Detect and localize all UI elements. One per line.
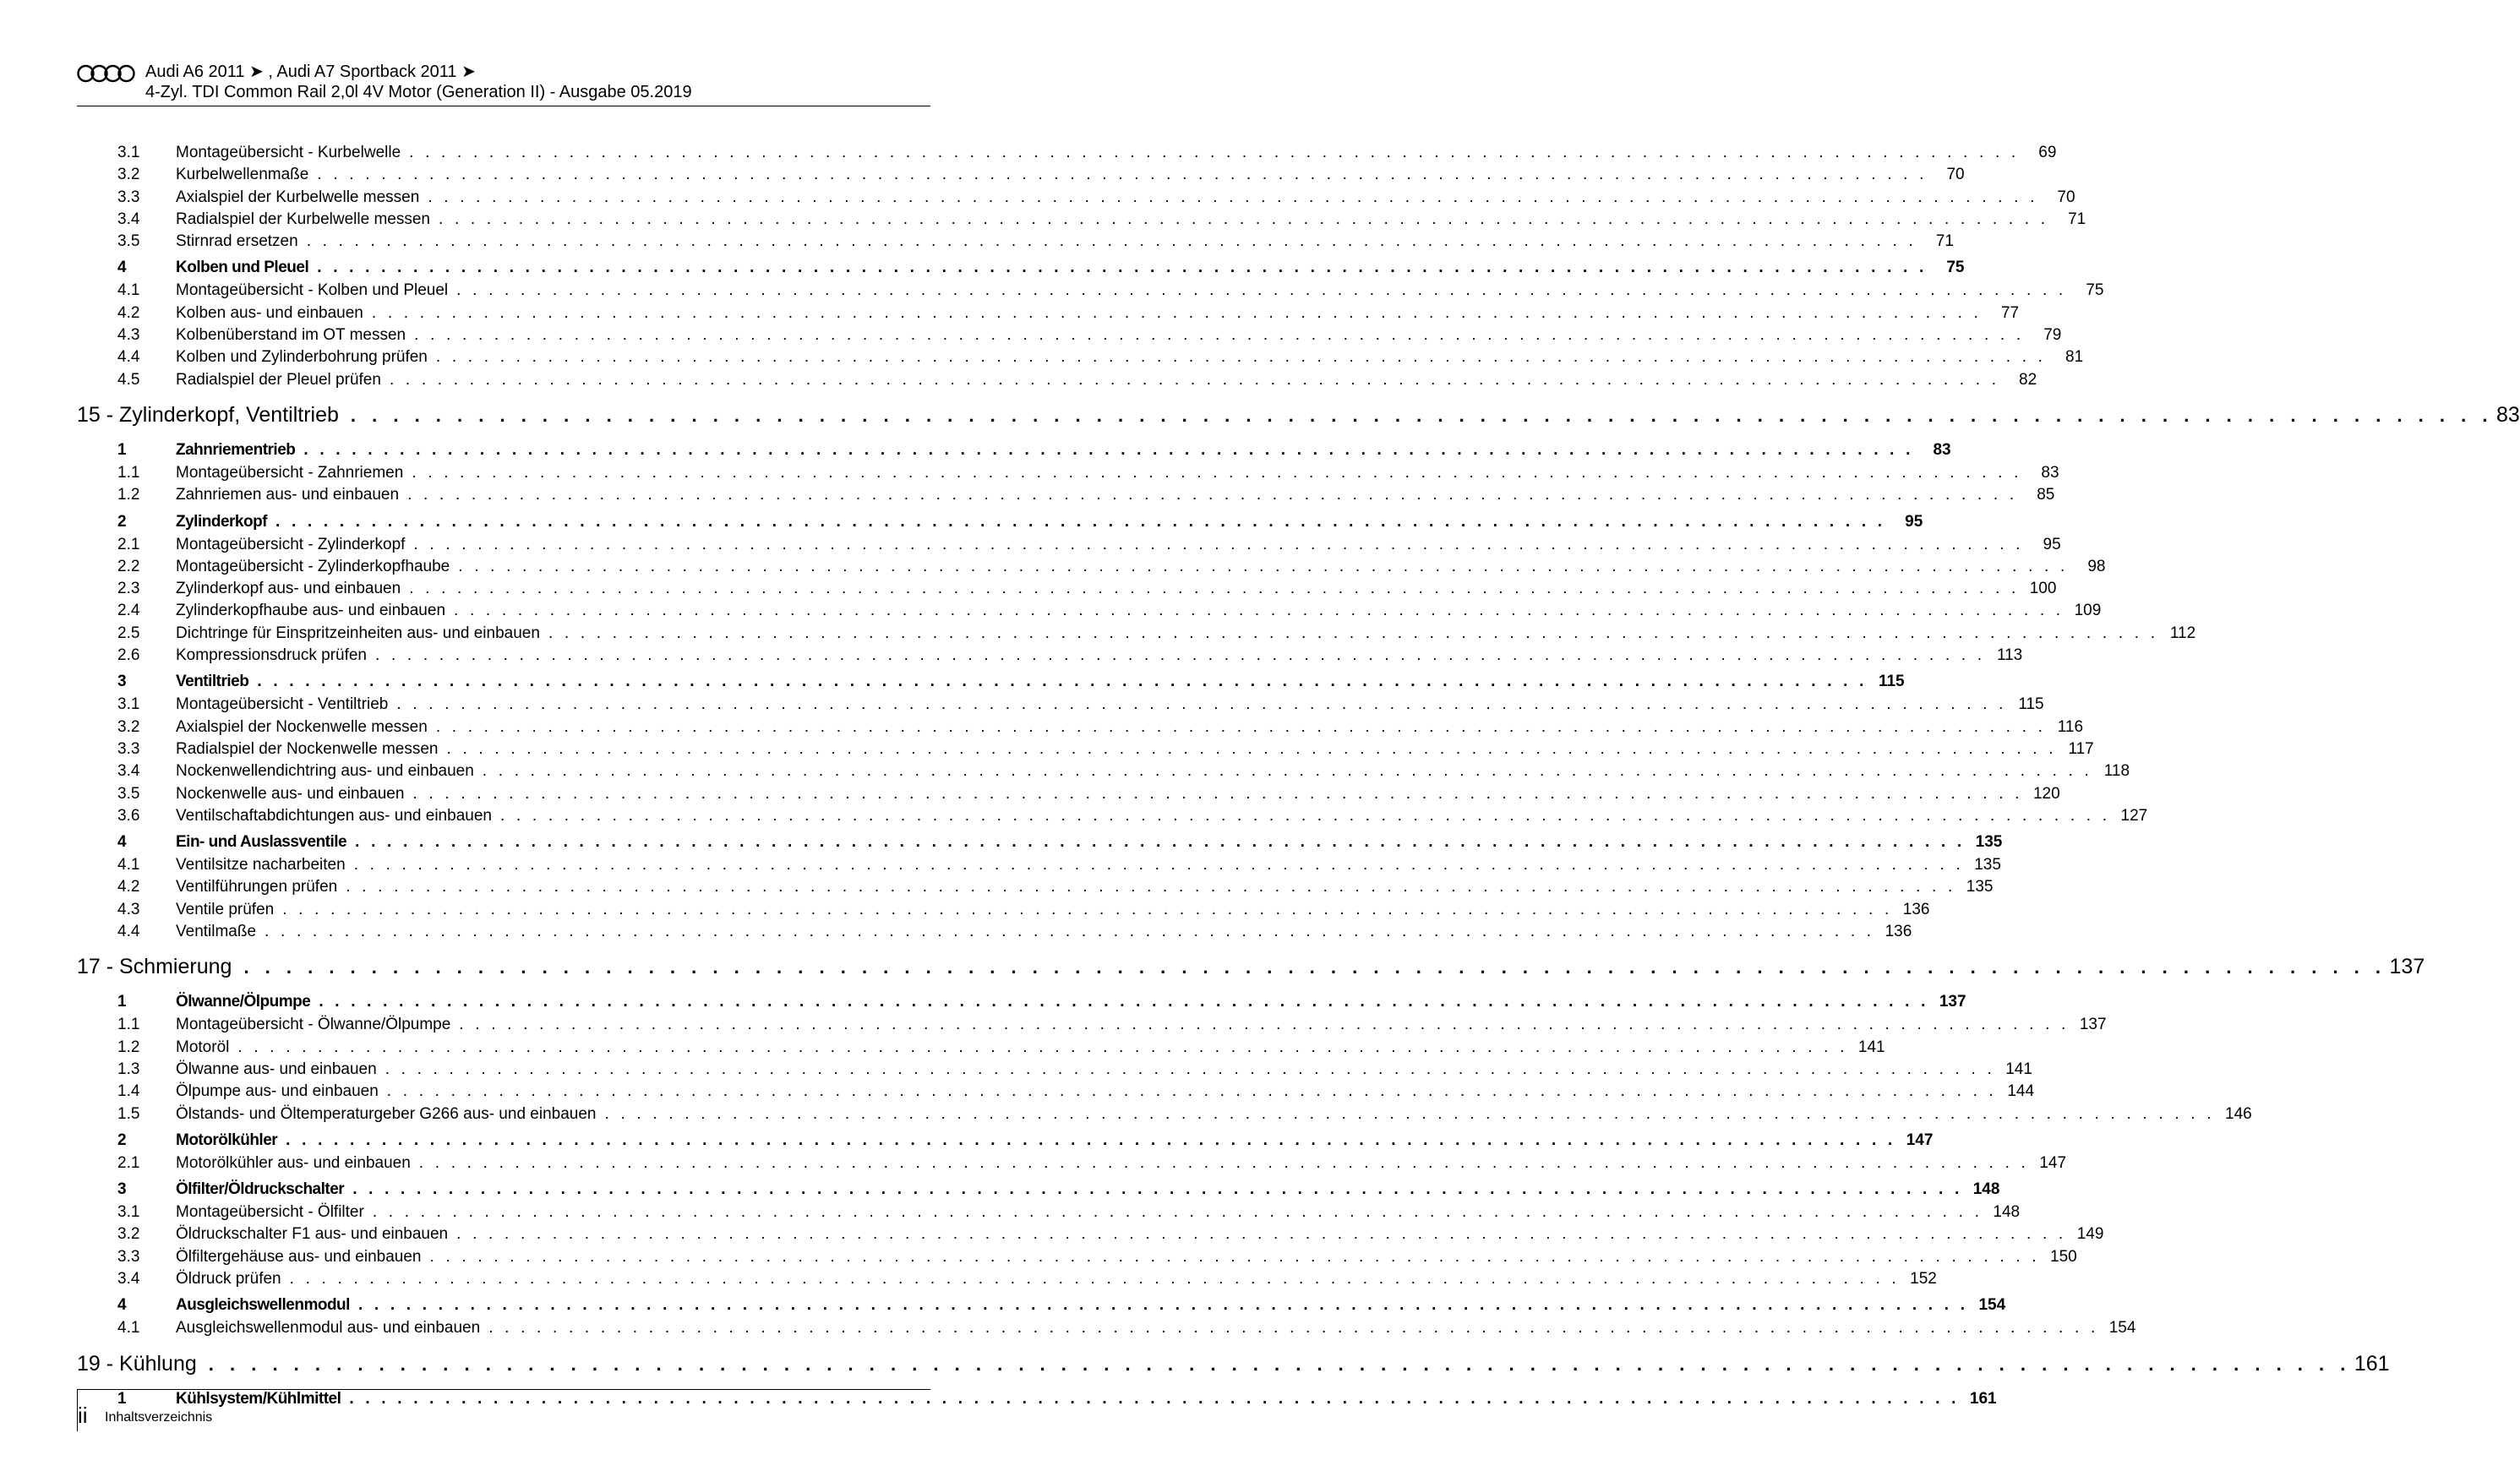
- toc-subsection[interactable]: [77, 1153, 2067, 1176]
- toc-entry-number: 2.6: [117, 646, 140, 665]
- toc-entry-number: 3.2: [117, 166, 140, 184]
- toc-entry-title: Motorölkühler aus- und einbauen: [176, 1153, 411, 1172]
- toc-subsection[interactable]: [77, 166, 1965, 188]
- toc-entry-number: 3.3: [117, 188, 140, 206]
- toc-entry-number: 3.2: [117, 1225, 140, 1244]
- toc-entry-page: 137: [2079, 1016, 2107, 1034]
- toc-entry-title: Kompressionsdruck prüfen: [176, 646, 367, 665]
- toc-entry-page: 98: [2087, 557, 2106, 575]
- toc-subsection[interactable]: [77, 717, 2084, 740]
- toc-leader-dots: . . . . . . . . . . . . . . . . . . . . . . . . . . . . . . . . . . . . . . . . . . . . . . . . . . . . . . . . . . . . . . . . . . . . . . . . . . . . . . . . . . . . . . . . . . . . . . . . . . . . .: [604, 1104, 2215, 1123]
- toc-entry-page: 113: [1996, 646, 2023, 665]
- toc-leader-dots: . . . . . . . . . . . . . . . . . . . . . . . . . . . . . . . . . . . . . . . . . . . . . . . . . . . . . . . . . . . . . . . . . . . . . . . . . . . . . . . . . . . . . . . . . . . . . . . . . . . . .: [488, 1319, 2099, 1338]
- toc-entry-number: 2.1: [117, 535, 140, 553]
- toc-entry-page: 148: [1972, 1180, 2000, 1199]
- footer-divider: [77, 1389, 930, 1390]
- toc-entry-title: Motoröl: [176, 1038, 230, 1056]
- toc-chapter[interactable]: [77, 402, 2520, 437]
- toc-entry-number: 3.5: [117, 784, 140, 803]
- toc-leader-dots: . . . . . . . . . . . . . . . . . . . . . . . . . . . . . . . . . . . . . . . . . . . . . . . . . . . . . . . . . . . . . . . . . . . . . . . . . . . . . . . . . . . . . . . . . . . . . . . . . . . . .: [435, 348, 2047, 367]
- toc-leader-dots: . . . . . . . . . . . . . . . . . . . . . . . . . . . . . . . . . . . . . . . . . . . . . . . . . . . . . . . . . . . . . . . . . . . . . . . . . . . . . . . . . . . . . . . . . . . . . . . . . . . . .: [386, 1082, 1998, 1101]
- toc-entry-title: Ausgleichswellenmodul: [176, 1296, 350, 1315]
- header-engine-edition: 4-Zyl. TDI Common Rail 2,0l 4V Motor (Generation II) - Ausgabe 05.2019: [145, 83, 692, 101]
- toc-subsection[interactable]: [77, 281, 2104, 303]
- toc-entry-title: Ölwanne aus- und einbauen: [176, 1060, 377, 1078]
- toc-subsection[interactable]: [77, 370, 2037, 393]
- toc-entry-number: 3.6: [117, 806, 140, 825]
- toc-entry-page: 83: [1933, 440, 1951, 459]
- toc-entry-number: 3.2: [117, 717, 140, 736]
- toc-entry-page: 116: [2057, 717, 2084, 736]
- toc-entry-title: Kolben aus- und einbauen: [176, 303, 363, 322]
- toc-leader-dots: . . . . . . . . . . . . . . . . . . . . . . . . . . . . . . . . . . . . . . . . . . . . . . . . . . . . . . . . . . . . . . . . . . . . . . . . . . . . . . . . . . . . . . . . . . . . . . . . . . . . .: [456, 1225, 2067, 1244]
- toc-subsection[interactable]: [77, 1060, 2032, 1082]
- toc-entry-number: 4.5: [117, 370, 140, 389]
- toc-subsection[interactable]: [77, 535, 2061, 558]
- toc-entry-page: 127: [2120, 806, 2148, 825]
- toc-leader-dots: . . . . . . . . . . . . . . . . . . . . . . . . . . . . . . . . . . . . . . . . . . . . . . . . . . . . . . . . . . . . . . . . . . . . . . . . . . . . . . . . . . . . . . . . . . . . . . . . . . . . .: [350, 404, 2493, 426]
- toc-leader-dots: . . . . . . . . . . . . . . . . . . . . . . . . . . . . . . . . . . . . . . . . . . . . . . . . . . . . . . . . . . . . . . . . . . . . . . . . . . . . . . . . . . . . . . . . . . . . . . . . . . . . .: [265, 923, 1875, 941]
- toc-entry-title: Stirnrad ersetzen: [176, 232, 298, 251]
- toc-leader-dots: . . . . . . . . . . . . . . . . . . . . . . . . . . . . . . . . . . . . . . . . . . . . . . . . . . . . . . . . . . . . . . . . . . . . . . . . . . . . . . . . . . . . . . . . . . . . . . . . . . . . .: [446, 739, 2057, 758]
- toc-subsection[interactable]: [77, 878, 1994, 900]
- toc-section[interactable]: [77, 1131, 1934, 1154]
- toc-entry-page: 95: [2043, 535, 2061, 553]
- toc-subsection[interactable]: [77, 144, 2057, 166]
- toc-leader-dots: . . . . . . . . . . . . . . . . . . . . . . . . . . . . . . . . . . . . . . . . . . . . . . . . . . . . . . . . . . . . . . . . . . . . . . . . . . . . . . . . . . . . . . . . . . . . . . . . . . . . .: [418, 1153, 2030, 1172]
- toc-entry-page: 77: [2000, 303, 2020, 322]
- toc-leader-dots: . . . . . . . . . . . . . . . . . . . . . . . . . . . . . . . . . . . . . . . . . . . . . . . . . . . . . . . . . . . . . . . . . . . . . . . . . . . . . . . . . . . . . . . . . . . . . . . . . . . . .: [439, 210, 2049, 228]
- toc-subsection[interactable]: [77, 557, 2106, 580]
- toc-entry-title: Öldruck prüfen: [176, 1269, 281, 1288]
- toc-entry-title: Zylinderkopfhaube aus- und einbauen: [176, 602, 446, 620]
- toc-entry-page: 100: [2029, 580, 2057, 598]
- toc-entry-page: 154: [1978, 1296, 2006, 1315]
- toc-entry-number: 4.1: [117, 281, 140, 300]
- toc-entry-title: Montageübersicht - Zahnriemen: [176, 463, 404, 482]
- toc-leader-dots: . . . . . . . . . . . . . . . . . . . . . . . . . . . . . . . . . . . . . . . . . . . . . . . . . . . . . . . . . . . . . . . . . . . . . . . . . . . . . . . . . . . . . . . . . . . . . . . . . . . . .: [352, 1180, 1963, 1199]
- toc-entry-number: 4.1: [117, 856, 140, 874]
- table-of-contents: [77, 144, 2520, 1413]
- toc-subsection[interactable]: [77, 602, 2102, 624]
- toc-chapter[interactable]: [77, 955, 2425, 989]
- toc-entry-page: 118: [2103, 762, 2130, 781]
- footer-page-number: ii: [78, 1403, 88, 1428]
- toc-entry-number: 1.3: [117, 1060, 140, 1078]
- toc-entry-title: Zylinderkopf aus- und einbauen: [176, 580, 401, 598]
- toc-leader-dots: . . . . . . . . . . . . . . . . . . . . . . . . . . . . . . . . . . . . . . . . . . . . . . . . . . . . . . . . . . . . . . . . . . . . . . . . . . . . . . . . . . . . . . . . . . . . . . . . . . . . .: [257, 673, 1868, 691]
- toc-leader-dots: . . . . . . . . . . . . . . . . . . . . . . . . . . . . . . . . . . . . . . . . . . . . . . . . . . . . . . . . . . . . . . . . . . . . . . . . . . . . . . . . . . . . . . . . . . . . . . . . . . . . .: [412, 463, 2022, 482]
- toc-entry-number: 4: [117, 1296, 127, 1315]
- toc-entry-page: 71: [2068, 210, 2086, 228]
- toc-entry-title: Axialspiel der Kurbelwelle messen: [176, 188, 420, 206]
- toc-entry-page: 69: [2038, 144, 2057, 161]
- toc-subsection[interactable]: [77, 784, 2060, 807]
- toc-entry-number: 4: [117, 833, 127, 852]
- toc-entry-page: 112: [2169, 624, 2196, 642]
- toc-subsection[interactable]: [77, 1225, 2104, 1247]
- toc-subsection[interactable]: [77, 463, 2059, 486]
- toc-subsection[interactable]: [77, 1016, 2107, 1038]
- toc-entry-page: 70: [2057, 188, 2075, 206]
- toc-section[interactable]: [77, 1296, 2006, 1319]
- toc-leader-dots: . . . . . . . . . . . . . . . . . . . . . . . . . . . . . . . . . . . . . . . . . . . . . . . . . . . . . . . . . . . . . . . . . . . . . . . . . . . . . . . . . . . . . . . . . . . . . . . . . . . . .: [317, 166, 1928, 184]
- toc-entry-number: 1.2: [117, 1038, 140, 1056]
- toc-entry-title: Motorölkühler: [176, 1131, 278, 1149]
- toc-entry-title: Montageübersicht - Ölfilter: [176, 1203, 364, 1222]
- toc-subsection[interactable]: [77, 348, 2084, 370]
- toc-chapter[interactable]: [77, 1351, 2390, 1386]
- toc-subsection[interactable]: [77, 1269, 1937, 1292]
- toc-entry-title: Kolben und Pleuel: [176, 259, 309, 277]
- toc-leader-dots: . . . . . . . . . . . . . . . . . . . . . . . . . . . . . . . . . . . . . . . . . . . . . . . . . . . . . . . . . . . . . . . . . . . . . . . . . . . . . . . . . . . . . . . . . . . . . . . . . . . . .: [371, 303, 1983, 322]
- toc-entry-title: Montageübersicht - Zylinderkopfhaube: [176, 557, 450, 575]
- toc-entry-number: 3.4: [117, 762, 140, 781]
- toc-leader-dots: . . . . . . . . . . . . . . . . . . . . . . . . . . . . . . . . . . . . . . . . . . . . . . . . . . . . . . . . . . . . . . . . . . . . . . . . . . . . . . . . . . . . . . . . . . . . . . . . . . . . .: [237, 1038, 1848, 1056]
- toc-entry-page: 115: [1878, 673, 1905, 691]
- toc-entry-page: 148: [1993, 1203, 2021, 1222]
- toc-entry-title: Montageübersicht - Zylinderkopf: [176, 535, 406, 553]
- toc-entry-number: 4.3: [117, 326, 140, 345]
- toc-leader-dots: . . . . . . . . . . . . . . . . . . . . . . . . . . . . . . . . . . . . . . . . . . . . . . . . . . . . . . . . . . . . . . . . . . . . . . . . . . . . . . . . . . . . . . . . . . . . . . . . . . . . .: [435, 717, 2047, 736]
- toc-leader-dots: . . . . . . . . . . . . . . . . . . . . . . . . . . . . . . . . . . . . . . . . . . . . . . . . . . . . . . . . . . . . . . . . . . . . . . . . . . . . . . . . . . . . . . . . . . . . . . . . . . . . .: [346, 878, 1956, 896]
- toc-entry-page: 152: [1910, 1269, 1937, 1288]
- toc-section[interactable]: [77, 993, 1966, 1016]
- toc-entry-page: 136: [1885, 923, 1912, 941]
- toc-entry-page: 81: [2065, 348, 2084, 367]
- footer-section-title: Inhaltsverzeichnis: [105, 1410, 213, 1425]
- toc-entry-number: 4: [117, 259, 127, 277]
- toc-entry-number: 4.2: [117, 878, 140, 896]
- toc-entry-page: 147: [2039, 1153, 2067, 1172]
- toc-entry-number: 1: [117, 440, 127, 459]
- toc-chapter-title: 19 - Kühlung: [77, 1351, 197, 1376]
- toc-entry-title: Kolbenüberstand im OT messen: [176, 326, 406, 345]
- toc-entry-title: Radialspiel der Pleuel prüfen: [176, 370, 381, 389]
- toc-entry-page: 161: [1969, 1389, 1997, 1408]
- toc-leader-dots: . . . . . . . . . . . . . . . . . . . . . . . . . . . . . . . . . . . . . . . . . . . . . . . . . . . . . . . . . . . . . . . . . . . . . . . . . . . . . . . . . . . . . . . . . . . . . . . . . . . . .: [412, 784, 2023, 803]
- toc-entry-number: 4.4: [117, 348, 140, 367]
- toc-leader-dots: . . . . . . . . . . . . . . . . . . . . . . . . . . . . . . . . . . . . . . . . . . . . . . . . . . . . . . . . . . . . . . . . . . . . . . . . . . . . . . . . . . . . . . . . . . . . . . . . . . . . .: [208, 1353, 2351, 1375]
- audi-rings-logo: [77, 63, 136, 84]
- toc-leader-dots: . . . . . . . . . . . . . . . . . . . . . . . . . . . . . . . . . . . . . . . . . . . . . . . . . . . . . . . . . . . . . . . . . . . . . . . . . . . . . . . . . . . . . . . . . . . . . . . . . . . . .: [454, 602, 2065, 620]
- toc-leader-dots: . . . . . . . . . . . . . . . . . . . . . . . . . . . . . . . . . . . . . . . . . . . . . . . . . . . . . . . . . . . . . . . . . . . . . . . . . . . . . . . . . . . . . . . . . . . . . . . . . . . . .: [372, 1203, 1983, 1222]
- toc-entry-page: 70: [1946, 166, 1965, 184]
- toc-section[interactable]: [77, 1389, 1997, 1413]
- toc-entry-number: 2.3: [117, 580, 140, 598]
- toc-leader-dots: . . . . . . . . . . . . . . . . . . . . . . . . . . . . . . . . . . . . . . . . . . . . . . . . . . . . . . . . . . . . . . . . . . . . . . . . . . . . . . . . . . . . . . . . . . . . . . . . . . . . .: [413, 535, 2024, 553]
- toc-entry-number: 2.4: [117, 602, 140, 620]
- toc-leader-dots: . . . . . . . . . . . . . . . . . . . . . . . . . . . . . . . . . . . . . . . . . . . . . . . . . . . . . . . . . . . . . . . . . . . . . . . . . . . . . . . . . . . . . . . . . . . . . . . . . . . . .: [275, 512, 1886, 531]
- toc-entry-page: 154: [2108, 1319, 2136, 1338]
- toc-entry-page: 109: [2074, 602, 2102, 620]
- toc-entry-number: 2: [117, 512, 127, 531]
- toc-leader-dots: . . . . . . . . . . . . . . . . . . . . . . . . . . . . . . . . . . . . . . . . . . . . . . . . . . . . . . . . . . . . . . . . . . . . . . . . . . . . . . . . . . . . . . . . . . . . . . . . . . . . .: [429, 1247, 2040, 1266]
- toc-subsection[interactable]: [77, 646, 2023, 668]
- toc-entry-page: 71: [1935, 232, 1954, 251]
- toc-entry-title: Ölfilter/Öldruckschalter: [176, 1180, 345, 1199]
- toc-entry-title: Ölpumpe aus- und einbauen: [176, 1082, 379, 1101]
- toc-entry-page: 147: [1906, 1131, 1934, 1149]
- toc-entry-page: 115: [2018, 695, 2044, 714]
- toc-entry-title: Ventilsitze nacharbeiten: [176, 856, 346, 874]
- toc-entry-title: Montageübersicht - Kolben und Pleuel: [176, 281, 449, 300]
- toc-entry-title: Zylinderkopf: [176, 512, 268, 531]
- toc-entry-number: 2.2: [117, 557, 140, 575]
- toc-entry-page: 137: [1939, 993, 1966, 1011]
- toc-entry-title: Zahnriementrieb: [176, 440, 296, 459]
- toc-subsection[interactable]: [77, 1319, 2136, 1341]
- toc-entry-number: 4.1: [117, 1319, 140, 1338]
- toc-leader-dots: . . . . . . . . . . . . . . . . . . . . . . . . . . . . . . . . . . . . . . . . . . . . . . . . . . . . . . . . . . . . . . . . . . . . . . . . . . . . . . . . . . . . . . . . . . . . . . . . . . . . .: [303, 440, 1914, 459]
- toc-entry-title: Radialspiel der Nockenwelle messen: [176, 739, 439, 758]
- toc-entry-page: 149: [2076, 1225, 2104, 1244]
- toc-entry-number: 3.3: [117, 1247, 140, 1266]
- toc-entry-page: 95: [1905, 512, 1923, 531]
- toc-entry-page: 120: [2032, 784, 2060, 803]
- toc-leader-dots: . . . . . . . . . . . . . . . . . . . . . . . . . . . . . . . . . . . . . . . . . . . . . . . . . . . . . . . . . . . . . . . . . . . . . . . . . . . . . . . . . . . . . . . . . . . . . . . . . . . . .: [482, 762, 2093, 781]
- toc-leader-dots: . . . . . . . . . . . . . . . . . . . . . . . . . . . . . . . . . . . . . . . . . . . . . . . . . . . . . . . . . . . . . . . . . . . . . . . . . . . . . . . . . . . . . . . . . . . . . . . . . . . . .: [456, 281, 2067, 300]
- toc-leader-dots: . . . . . . . . . . . . . . . . . . . . . . . . . . . . . . . . . . . . . . . . . . . . . . . . . . . . . . . . . . . . . . . . . . . . . . . . . . . . . . . . . . . . . . . . . . . . . . . . . . . . .: [548, 624, 2159, 642]
- toc-entry-title: Radialspiel der Kurbelwelle messen: [176, 210, 430, 228]
- toc-subsection[interactable]: [77, 188, 2075, 210]
- toc-entry-page: 141: [2005, 1060, 2032, 1078]
- toc-entry-page: 136: [1902, 900, 1930, 918]
- toc-leader-dots: . . . . . . . . . . . . . . . . . . . . . . . . . . . . . . . . . . . . . . . . . . . . . . . . . . . . . . . . . . . . . . . . . . . . . . . . . . . . . . . . . . . . . . . . . . . . . . . . . . . . .: [396, 695, 2007, 714]
- toc-leader-dots: . . . . . . . . . . . . . . . . . . . . . . . . . . . . . . . . . . . . . . . . . . . . . . . . . . . . . . . . . . . . . . . . . . . . . . . . . . . . . . . . . . . . . . . . . . . . . . . . . . . . .: [286, 1131, 1896, 1149]
- toc-leader-dots: . . . . . . . . . . . . . . . . . . . . . . . . . . . . . . . . . . . . . . . . . . . . . . . . . . . . . . . . . . . . . . . . . . . . . . . . . . . . . . . . . . . . . . . . . . . . . . . . . . . . .: [357, 1296, 1969, 1315]
- toc-subsection[interactable]: [77, 1247, 2077, 1270]
- toc-subsection[interactable]: [77, 900, 1930, 923]
- toc-leader-dots: . . . . . . . . . . . . . . . . . . . . . . . . . . . . . . . . . . . . . . . . . . . . . . . . . . . . . . . . . . . . . . . . . . . . . . . . . . . . . . . . . . . . . . . . . . . . . . . . . . . . .: [319, 993, 1929, 1011]
- toc-leader-dots: . . . . . . . . . . . . . . . . . . . . . . . . . . . . . . . . . . . . . . . . . . . . . . . . . . . . . . . . . . . . . . . . . . . . . . . . . . . . . . . . . . . . . . . . . . . . . . . . . . . . .: [353, 856, 1964, 874]
- toc-section[interactable]: [77, 259, 1965, 281]
- toc-entry-page: 75: [2086, 281, 2104, 300]
- toc-entry-title: Ausgleichswellenmodul aus- und einbauen: [176, 1319, 481, 1338]
- toc-leader-dots: . . . . . . . . . . . . . . . . . . . . . . . . . . . . . . . . . . . . . . . . . . . . . . . . . . . . . . . . . . . . . . . . . . . . . . . . . . . . . . . . . . . . . . . . . . . . . . . . . . . . .: [414, 326, 2025, 345]
- toc-subsection[interactable]: [77, 856, 2001, 878]
- toc-entry-title: Kühlsystem/Kühlmittel: [176, 1389, 341, 1408]
- toc-entry-number: 3.4: [117, 210, 140, 228]
- toc-subsection[interactable]: [77, 486, 2055, 508]
- toc-entry-title: Zahnriemen aus- und einbauen: [176, 486, 400, 504]
- toc-leader-dots: . . . . . . . . . . . . . . . . . . . . . . . . . . . . . . . . . . . . . . . . . . . . . . . . . . . . . . . . . . . . . . . . . . . . . . . . . . . . . . . . . . . . . . . . . . . . . . . . . . . . .: [317, 259, 1928, 277]
- toc-entry-title: Ventilführungen prüfen: [176, 878, 338, 896]
- toc-entry-title: Kolben und Zylinderbohrung prüfen: [176, 348, 428, 367]
- toc-section[interactable]: [77, 440, 1951, 464]
- toc-entry-page: 146: [2225, 1104, 2252, 1123]
- toc-entry-page: 79: [2043, 326, 2062, 345]
- toc-leader-dots: . . . . . . . . . . . . . . . . . . . . . . . . . . . . . . . . . . . . . . . . . . . . . . . . . . . . . . . . . . . . . . . . . . . . . . . . . . . . . . . . . . . . . . . . . . . . . . . . . . . . .: [349, 1389, 1960, 1408]
- toc-subsection[interactable]: [77, 923, 1912, 945]
- toc-entry-title: Ventile prüfen: [176, 900, 275, 918]
- toc-entry-title: Ventilmaße: [176, 923, 257, 941]
- toc-section[interactable]: [77, 1180, 2000, 1203]
- toc-entry-number: 1.5: [117, 1104, 140, 1123]
- toc-entry-title: Dichtringe für Einspritzeinheiten aus- und einbauen: [176, 624, 540, 642]
- toc-entry-number: 1.4: [117, 1082, 140, 1101]
- toc-entry-number: 1: [117, 993, 127, 1011]
- toc-leader-dots: . . . . . . . . . . . . . . . . . . . . . . . . . . . . . . . . . . . . . . . . . . . . . . . . . . . . . . . . . . . . . . . . . . . . . . . . . . . . . . . . . . . . . . . . . . . . . . . . . . . . .: [409, 580, 2020, 598]
- toc-entry-number: 3.3: [117, 739, 140, 758]
- toc-subsection[interactable]: [77, 806, 2148, 829]
- toc-subsection[interactable]: [77, 1082, 2035, 1104]
- toc-entry-title: Montageübersicht - Kurbelwelle: [176, 144, 401, 161]
- toc-entry-title: Nockenwellendichtring aus- und einbauen: [176, 762, 474, 781]
- toc-leader-dots: . . . . . . . . . . . . . . . . . . . . . . . . . . . . . . . . . . . . . . . . . . . . . . . . . . . . . . . . . . . . . . . . . . . . . . . . . . . . . . . . . . . . . . . . . . . . . . . . . . . . .: [355, 833, 1966, 852]
- toc-subsection[interactable]: [77, 624, 2196, 646]
- toc-entry-number: 3.5: [117, 232, 140, 251]
- toc-entry-number: 1.2: [117, 486, 140, 504]
- toc-leader-dots: . . . . . . . . . . . . . . . . . . . . . . . . . . . . . . . . . . . . . . . . . . . . . . . . . . . . . . . . . . . . . . . . . . . . . . . . . . . . . . . . . . . . . . . . . . . . . . . . . . . . .: [458, 557, 2069, 575]
- toc-entry-number: 3: [117, 1180, 127, 1199]
- toc-leader-dots: . . . . . . . . . . . . . . . . . . . . . . . . . . . . . . . . . . . . . . . . . . . . . . . . . . . . . . . . . . . . . . . . . . . . . . . . . . . . . . . . . . . . . . . . . . . . . . . . . . . . .: [289, 1269, 1900, 1288]
- toc-leader-dots: . . . . . . . . . . . . . . . . . . . . . . . . . . . . . . . . . . . . . . . . . . . . . . . . . . . . . . . . . . . . . . . . . . . . . . . . . . . . . . . . . . . . . . . . . . . . . . . . . . . . .: [409, 144, 2020, 161]
- toc-entry-title: Montageübersicht - Ventiltrieb: [176, 695, 389, 714]
- toc-subsection[interactable]: [77, 762, 2130, 784]
- toc-entry-page: 135: [1975, 833, 2003, 852]
- toc-entry-number: 1.1: [117, 1016, 140, 1034]
- toc-entry-number: 2.5: [117, 624, 140, 642]
- toc-entry-number: 1: [117, 1389, 127, 1408]
- toc-subsection[interactable]: [77, 326, 2062, 348]
- toc-chapter-page: 83: [2495, 402, 2520, 427]
- toc-entry-title: Ventilschaftabdichtungen aus- und einbauen: [176, 806, 492, 825]
- toc-chapter-page: 137: [2389, 955, 2425, 979]
- toc-subsection[interactable]: [77, 232, 1954, 254]
- toc-entry-page: 135: [1966, 878, 1994, 896]
- toc-entry-number: 3.1: [117, 144, 140, 161]
- toc-leader-dots: . . . . . . . . . . . . . . . . . . . . . . . . . . . . . . . . . . . . . . . . . . . . . . . . . . . . . . . . . . . . . . . . . . . . . . . . . . . . . . . . . . . . . . . . . . . . . . . . . . . . .: [389, 370, 2000, 389]
- toc-chapter-title: 17 - Schmierung: [77, 955, 232, 979]
- toc-entry-number: 4.4: [117, 923, 140, 941]
- toc-entry-page: 82: [2019, 370, 2037, 389]
- toc-leader-dots: . . . . . . . . . . . . . . . . . . . . . . . . . . . . . . . . . . . . . . . . . . . . . . . . . . . . . . . . . . . . . . . . . . . . . . . . . . . . . . . . . . . . . . . . . . . . . . . . . . . . .: [407, 486, 2018, 504]
- toc-entry-number: 3.1: [117, 1203, 140, 1222]
- toc-subsection[interactable]: [77, 1038, 1885, 1060]
- toc-entry-page: 144: [2007, 1082, 2035, 1101]
- header-vehicle-models: Audi A6 2011 ➤ , Audi A7 Sportback 2011 ➤: [145, 63, 476, 81]
- toc-leader-dots: . . . . . . . . . . . . . . . . . . . . . . . . . . . . . . . . . . . . . . . . . . . . . . . . . . . . . . . . . . . . . . . . . . . . . . . . . . . . . . . . . . . . . . . . . . . . . . . . . . . . .: [428, 188, 2038, 206]
- toc-section[interactable]: [77, 673, 1905, 695]
- toc-leader-dots: . . . . . . . . . . . . . . . . . . . . . . . . . . . . . . . . . . . . . . . . . . . . . . . . . . . . . . . . . . . . . . . . . . . . . . . . . . . . . . . . . . . . . . . . . . . . . . . . . . . . .: [243, 956, 2386, 978]
- toc-entry-title: Montageübersicht - Ölwanne/Ölpumpe: [176, 1016, 451, 1034]
- toc-entry-title: Ölfiltergehäuse aus- und einbauen: [176, 1247, 422, 1266]
- toc-subsection[interactable]: [77, 695, 2044, 717]
- toc-section[interactable]: [77, 512, 1923, 536]
- toc-entry-title: Ölwanne/Ölpumpe: [176, 993, 311, 1011]
- toc-entry-number: 2.1: [117, 1153, 140, 1172]
- toc-entry-page: 150: [2050, 1247, 2077, 1266]
- toc-entry-title: Ölstands- und Öltemperaturgeber G266 aus- und einbauen: [176, 1104, 597, 1123]
- toc-leader-dots: . . . . . . . . . . . . . . . . . . . . . . . . . . . . . . . . . . . . . . . . . . . . . . . . . . . . . . . . . . . . . . . . . . . . . . . . . . . . . . . . . . . . . . . . . . . . . . . . . . . . .: [282, 900, 1893, 918]
- toc-entry-page: 117: [2068, 739, 2094, 758]
- toc-entry-page: 75: [1946, 259, 1965, 277]
- toc-entry-page: 85: [2037, 486, 2055, 504]
- toc-entry-title: Öldruckschalter F1 aus- und einbauen: [176, 1225, 449, 1244]
- toc-entry-title: Ein- und Auslassventile: [176, 833, 347, 852]
- toc-leader-dots: . . . . . . . . . . . . . . . . . . . . . . . . . . . . . . . . . . . . . . . . . . . . . . . . . . . . . . . . . . . . . . . . . . . . . . . . . . . . . . . . . . . . . . . . . . . . . . . . . . . . .: [459, 1016, 2070, 1034]
- toc-subsection[interactable]: [77, 580, 2057, 602]
- toc-leader-dots: . . . . . . . . . . . . . . . . . . . . . . . . . . . . . . . . . . . . . . . . . . . . . . . . . . . . . . . . . . . . . . . . . . . . . . . . . . . . . . . . . . . . . . . . . . . . . . . . . . . . .: [499, 806, 2111, 825]
- toc-entry-number: 2: [117, 1131, 127, 1149]
- toc-subsection[interactable]: [77, 739, 2094, 762]
- toc-entry-number: 4.2: [117, 303, 140, 322]
- toc-leader-dots: . . . . . . . . . . . . . . . . . . . . . . . . . . . . . . . . . . . . . . . . . . . . . . . . . . . . . . . . . . . . . . . . . . . . . . . . . . . . . . . . . . . . . . . . . . . . . . . . . . . . .: [385, 1060, 1995, 1078]
- toc-entry-title: Axialspiel der Nockenwelle messen: [176, 717, 428, 736]
- toc-leader-dots: . . . . . . . . . . . . . . . . . . . . . . . . . . . . . . . . . . . . . . . . . . . . . . . . . . . . . . . . . . . . . . . . . . . . . . . . . . . . . . . . . . . . . . . . . . . . . . . . . . . . .: [375, 646, 1986, 665]
- toc-entry-number: 1.1: [117, 463, 140, 482]
- toc-entry-page: 135: [1974, 856, 2001, 874]
- toc-entry-number: 4.3: [117, 900, 140, 918]
- toc-subsection[interactable]: [77, 303, 2020, 326]
- toc-entry-number: 3.1: [117, 695, 140, 714]
- toc-chapter-page: 161: [2354, 1351, 2390, 1376]
- toc-leader-dots: . . . . . . . . . . . . . . . . . . . . . . . . . . . . . . . . . . . . . . . . . . . . . . . . . . . . . . . . . . . . . . . . . . . . . . . . . . . . . . . . . . . . . . . . . . . . . . . . . . . . .: [306, 232, 1917, 251]
- toc-entry-title: Kurbelwellenmaße: [176, 166, 309, 184]
- toc-entry-number: 3.4: [117, 1269, 140, 1288]
- toc-entry-page: 141: [1857, 1038, 1885, 1056]
- toc-entry-title: Ventiltrieb: [176, 673, 249, 691]
- toc-subsection[interactable]: [77, 1203, 2021, 1225]
- toc-entry-number: 3: [117, 673, 127, 691]
- toc-entry-page: 83: [2041, 463, 2059, 482]
- toc-entry-title: Nockenwelle aus- und einbauen: [176, 784, 405, 803]
- toc-chapter-title: 15 - Zylinderkopf, Ventiltrieb: [77, 402, 339, 427]
- toc-subsection[interactable]: [77, 1104, 2252, 1127]
- toc-subsection[interactable]: [77, 210, 2086, 232]
- toc-section[interactable]: [77, 833, 2003, 856]
